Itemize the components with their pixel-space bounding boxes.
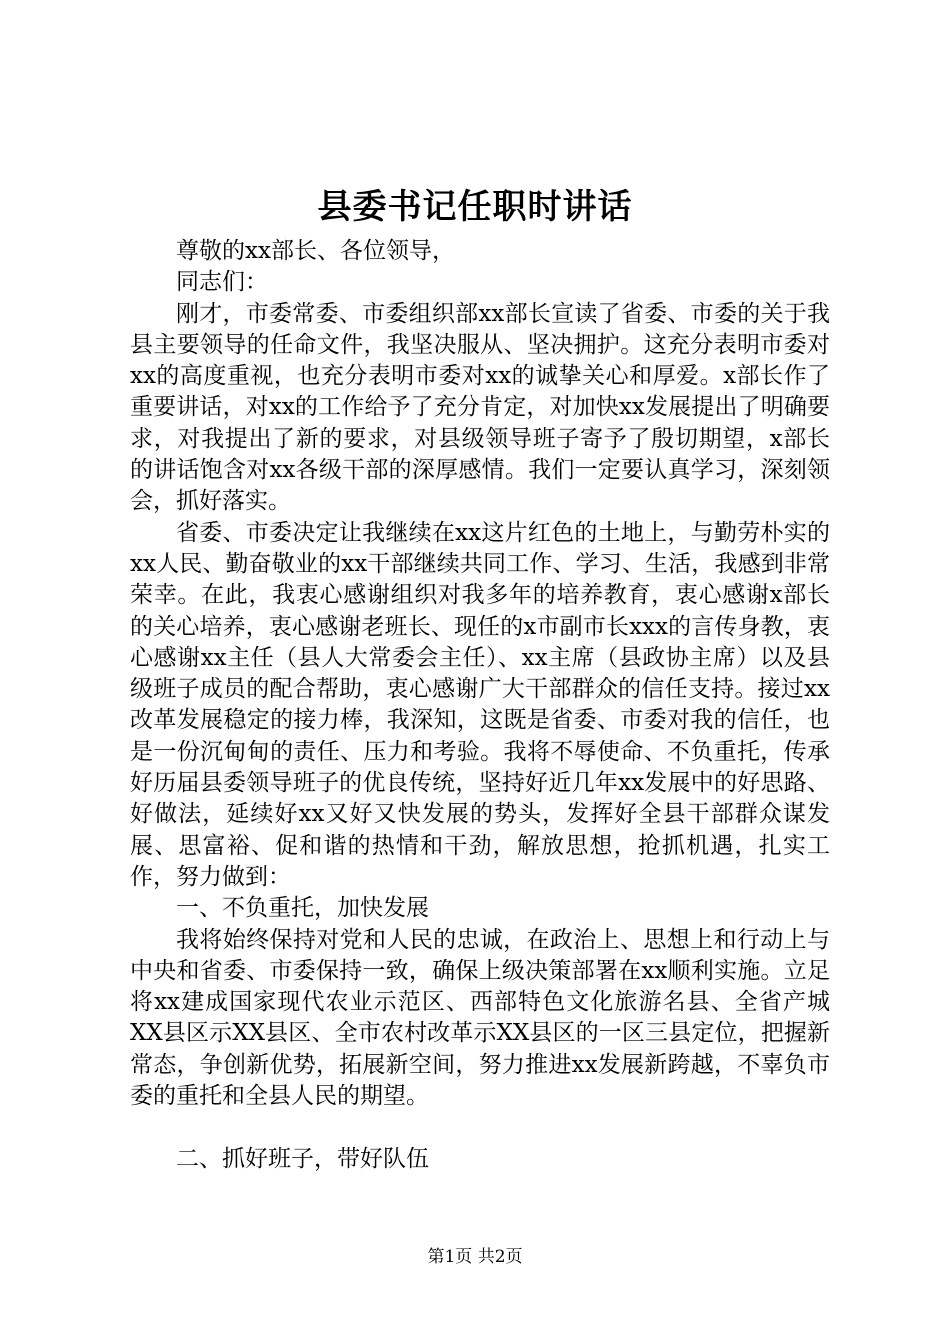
section-heading: 二、抓好班子，带好队伍 [176, 1145, 429, 1172]
blank-line [130, 1112, 830, 1143]
paragraph: 省委、市委决定让我继续在xx这片红色的土地上，与勤劳朴实的xx人民、勤奋敬业的xx干部继续共同工作、学习、生活，我感到非常荣幸。在此，我衷心感谢组织对我多年的培养教育，衷心感谢x部长的关心培养，衷心感谢老班长、现任的x市副市长xxx的言传身教，衷心感谢xx主任（县人大常委会主任）、xx主席（县政协主席）以及县级班子成员的配合帮助，衷心感谢广大干部群众的信任支持。接过xx改革发展稳定的接力棒，我深知，这既是省委、市委对我的信任，也是一份沉甸甸的责任、压力和考验。我将不辱使命、不负重托，传承好历届县委领导班子的优良传统，坚持好近几年xx发展中的好思路、好做法，延续好xx又好又快发展的势头，发挥好全县干部群众谋发展、思富裕、促和谐的热情和干劲，解放思想，抢抓机遇，扎实工作，努力做到： [130, 519, 830, 890]
paragraph: 我将始终保持对党和人民的忠诚，在政治上、思想上和行动上与中央和省委、市委保持一致，确保上级决策部署在xx顺利实施。立足将xx建成国家现代农业示范区、西部特色文化旅游名县、全省产城XX县区示XX县区、全市农村改革示XX县区的一区三县定位，把握新常态，争创新优势，拓展新空间，努力推进xx发展新跨越，不辜负市委的重托和全县人民的期望。 [130, 926, 830, 1110]
page-footer: 第1页 共2页 [427, 1247, 523, 1267]
salutation-comrades: 同志们： [176, 269, 268, 296]
paragraph: 刚才，市委常委、市委组织部xx部长宣读了省委、市委的关于我县主要领导的任命文件，我坚决服从、坚决拥护。这充分表明市委对xx的高度重视，也充分表明市委对xx的诚挚关心和厚爱。x部长作了重要讲话，对xx的工作给予了充分肯定，对加快xx发展提出了明确要求，对我提出了新的要求，对县级领导班子寄予了殷切期望，x部长的讲话饱含对xx各级干部的深厚感情。我们一定要认真学习，深刻领会，抓好落实。 [130, 300, 830, 515]
section-heading: 一、不负重托，加快发展 [176, 895, 429, 922]
document-title: 县委书记任职时讲话 [317, 187, 633, 227]
salutation: 尊敬的xx部长、各位领导， [176, 238, 455, 264]
document-body [130, 236, 830, 1175]
